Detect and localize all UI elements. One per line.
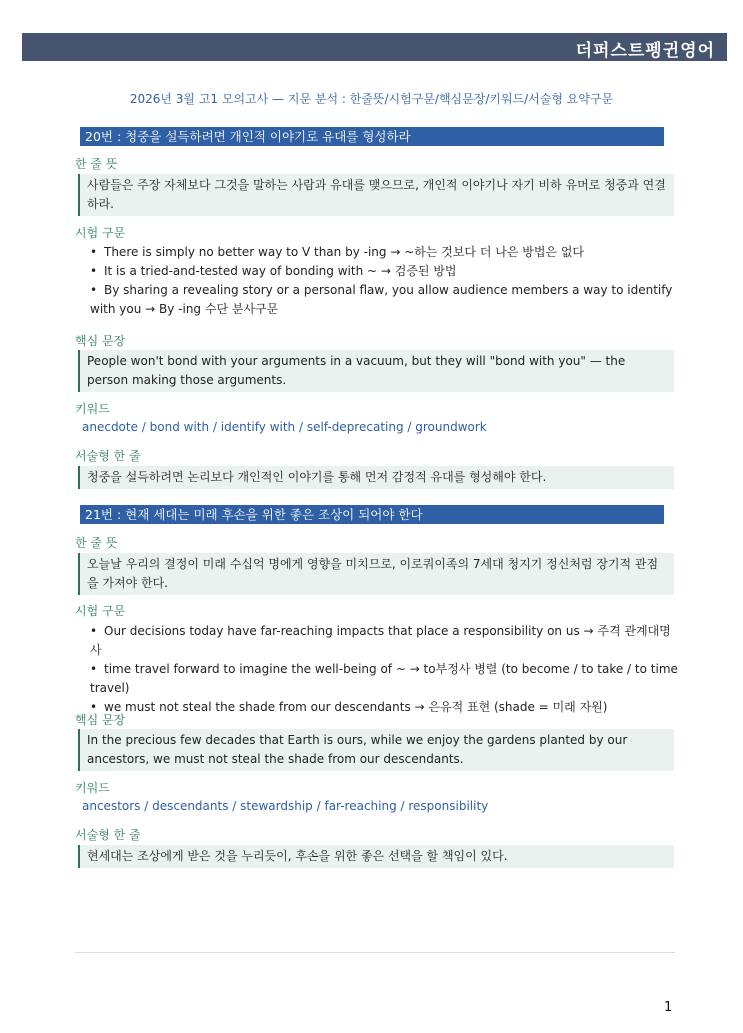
bullet-icon: • xyxy=(90,700,98,714)
keywords-text: anecdote / bond with / identify with / self-deprecating / groundwork xyxy=(82,420,487,434)
key-sentence-box: People won't bond with your arguments in a vacuum, but they will "bond with you" — the person making those arguments. xyxy=(78,350,674,392)
written-summary-label: 서술형 한 줄 xyxy=(75,449,141,463)
summary-label: 한 줄 뜻 xyxy=(75,157,118,171)
bullet-icon: • xyxy=(90,624,98,638)
section-header-20: 20번 : 청중을 설득하려면 개인적 이야기로 유대를 형성하라 xyxy=(80,127,664,146)
exam-point: • Our decisions today have far-reaching impacts that place a responsibility on us → 주격 관계대명사 xyxy=(90,624,671,657)
key-sentence-box: In the precious few decades that Earth is ours, while we enjoy the gardens planted by our ancestors, we must not steal the shade from our descendants. xyxy=(78,729,674,771)
written-summary-box: 청중을 설득하려면 논리보다 개인적인 이야기를 통해 먼저 감정적 유대를 형성해야 한다. xyxy=(78,466,674,489)
bullet-icon: • xyxy=(90,264,98,278)
exam-point: • There is simply no better way to V than by -ing → ~하는 것보다 더 나은 방법은 없다 xyxy=(90,243,680,262)
footer-divider xyxy=(75,952,675,953)
summary-box: 오늘날 우리의 결정이 미래 수십억 명에게 영향을 미치므로, 이로쿼이족의 7세대 청지기 정신처럼 장기적 관점을 가져야 한다. xyxy=(78,553,674,595)
written-summary-box: 현세대는 조상에게 받은 것을 누리듯이, 후손을 위한 좋은 선택을 할 책임이 있다. xyxy=(78,845,674,868)
brand-title: 더퍼스트펭귄영어 xyxy=(575,41,715,61)
brand-bar xyxy=(22,33,727,61)
summary-label: 한 줄 뜻 xyxy=(75,536,118,550)
exam-points-list xyxy=(90,622,680,717)
key-sentence-label: 핵심 문장 xyxy=(75,713,126,727)
keywords-text: ancestors / descendants / stewardship / far-reaching / responsibility xyxy=(82,799,489,813)
exam-point: • time travel forward to imagine the well-being of ~ → to부정사 병렬 (to become / to take / to time travel) xyxy=(90,662,678,695)
exam-structures-label: 시험 구문 xyxy=(75,226,126,240)
page-subtitle: 2026년 3월 고1 모의고사 — 지문 분석 : 한줄뜻/시험구문/핵심문장/키워드/서술형 요약구문 xyxy=(129,92,614,106)
exam-point: • we must not steal the shade from our descendants → 은유적 표현 (shade = 미래 자원) xyxy=(90,698,680,717)
keywords-label: 키워드 xyxy=(75,781,110,795)
exam-point: • By sharing a revealing story or a personal flaw, you allow audience members a way to identify with you → By -ing 수단 분사구문 xyxy=(90,283,673,316)
bullet-icon: • xyxy=(90,662,98,676)
section-header-21: 21번 : 현재 세대는 미래 후손을 위한 좋은 조상이 되어야 한다 xyxy=(80,505,664,524)
exam-structures-label: 시험 구문 xyxy=(75,604,126,618)
keywords-label: 키워드 xyxy=(75,402,110,416)
exam-points-list xyxy=(90,243,680,319)
bullet-icon: • xyxy=(90,245,98,259)
summary-box: 사람들은 주장 자체보다 그것을 말하는 사람과 유대를 맺으므로, 개인적 이야기나 자기 비하 유머로 청중과 연결하라. xyxy=(78,174,674,216)
key-sentence-label: 핵심 문장 xyxy=(75,334,126,348)
bullet-icon: • xyxy=(90,283,98,297)
exam-point: • It is a tried-and-tested way of bonding with ~ → 검증된 방법 xyxy=(90,262,680,281)
page-number: 1 xyxy=(664,1000,673,1015)
written-summary-label: 서술형 한 줄 xyxy=(75,828,141,842)
